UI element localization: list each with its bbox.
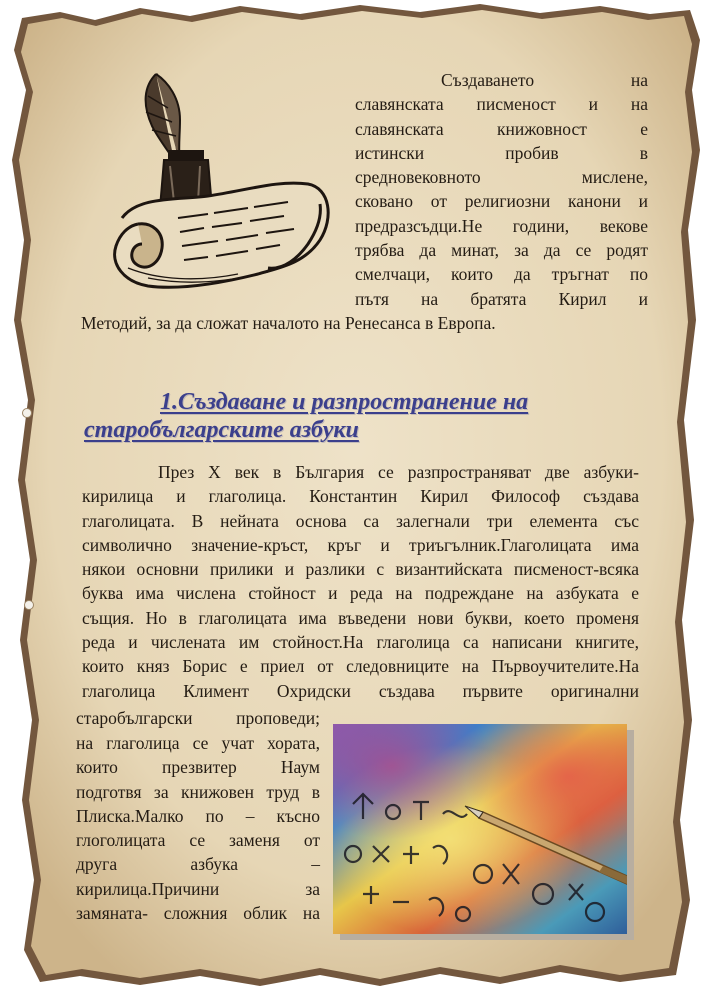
- body-line-4: символично значение-кръст, кръг и триъгълник.Глаголицата има: [82, 534, 639, 555]
- body-line-7: същия. Но в глаголицата има въведени нови букви, което променя: [82, 607, 639, 628]
- punch-hole-bottom: [24, 600, 34, 610]
- body-line-11: старобългарски проповеди;: [76, 708, 320, 728]
- intro-last-line: [81, 311, 641, 335]
- wrap-line-2: които презвитер Наум: [76, 757, 320, 778]
- punch-hole-top: [22, 408, 32, 418]
- intro-line-2: славянската писменост и на: [355, 94, 648, 115]
- body-line-6: буква има числена стойност и реда на подреждане на азбуката е: [82, 583, 639, 604]
- body-line-8: реда и числената им стойност.На глаголица са написани книгите,: [82, 632, 639, 653]
- wrap-line-6: друга азбука –: [76, 854, 320, 875]
- body-line-5: някои основни прилики и разлики с византийската писменост-всяка: [82, 559, 639, 580]
- section-heading: [84, 388, 644, 444]
- intro-line-6: сковано от религиозни канони и: [355, 191, 648, 212]
- body-line-9: които княз Борис е приел от следовниците на Първоучителите.На: [82, 656, 639, 677]
- body-paragraph: [82, 460, 639, 703]
- intro-paragraph: [355, 68, 648, 311]
- painted-letters-photo: [333, 724, 627, 934]
- body-line-1: През Х век в България се разпространяват две азбуки-: [158, 462, 639, 482]
- wrap-paragraph: [76, 731, 320, 925]
- intro-line-8: трябва да минат, за да се родят: [355, 240, 648, 261]
- quill-inkwell-scroll-icon: [108, 68, 340, 296]
- intro-line-5: средновековното мислене,: [355, 167, 648, 188]
- intro-line-4: истински пробив в: [355, 142, 648, 163]
- wrap-line-7: кирилица.Причини за: [76, 878, 320, 899]
- intro-line-3: славянската книжовност е: [355, 118, 648, 139]
- body-line-3: глаголицата. В нейната основа са залегнали три елемента със: [82, 510, 639, 531]
- intro-line-1: Създаването на: [441, 70, 648, 90]
- section-heading-line-1: 1.Създаване и разпространение на: [160, 389, 529, 415]
- wrap-line-4: Плиска.Малко по – късно: [76, 805, 320, 826]
- section-heading-line-2: старобългарските азбуки: [84, 417, 359, 443]
- wrap-line-3: подготвя за книжовен труд в: [76, 781, 320, 802]
- body-line-2: кирилица и глаголица. Константин Кирил Философ създава: [82, 486, 639, 507]
- intro-line-9: смелчаци, които да тръгнат по: [355, 264, 648, 285]
- intro-line-11: Методий, за да сложат началото на Ренесанса в Европа.: [81, 313, 496, 333]
- body-line-10: глаголица Климент Охридски създава първите оригинални: [82, 680, 639, 701]
- intro-line-10: пътя на братята Кирил и: [355, 288, 648, 309]
- wrap-line-1: на глаголица се учат хората,: [76, 733, 320, 753]
- body-line-11-wrap: [76, 706, 320, 730]
- wrap-line-5: глоголицата се заменя от: [76, 830, 320, 851]
- intro-line-7: предразсъдци.Не години, векове: [355, 215, 648, 236]
- wrap-line-8: замяната- сложния облик на: [76, 903, 320, 924]
